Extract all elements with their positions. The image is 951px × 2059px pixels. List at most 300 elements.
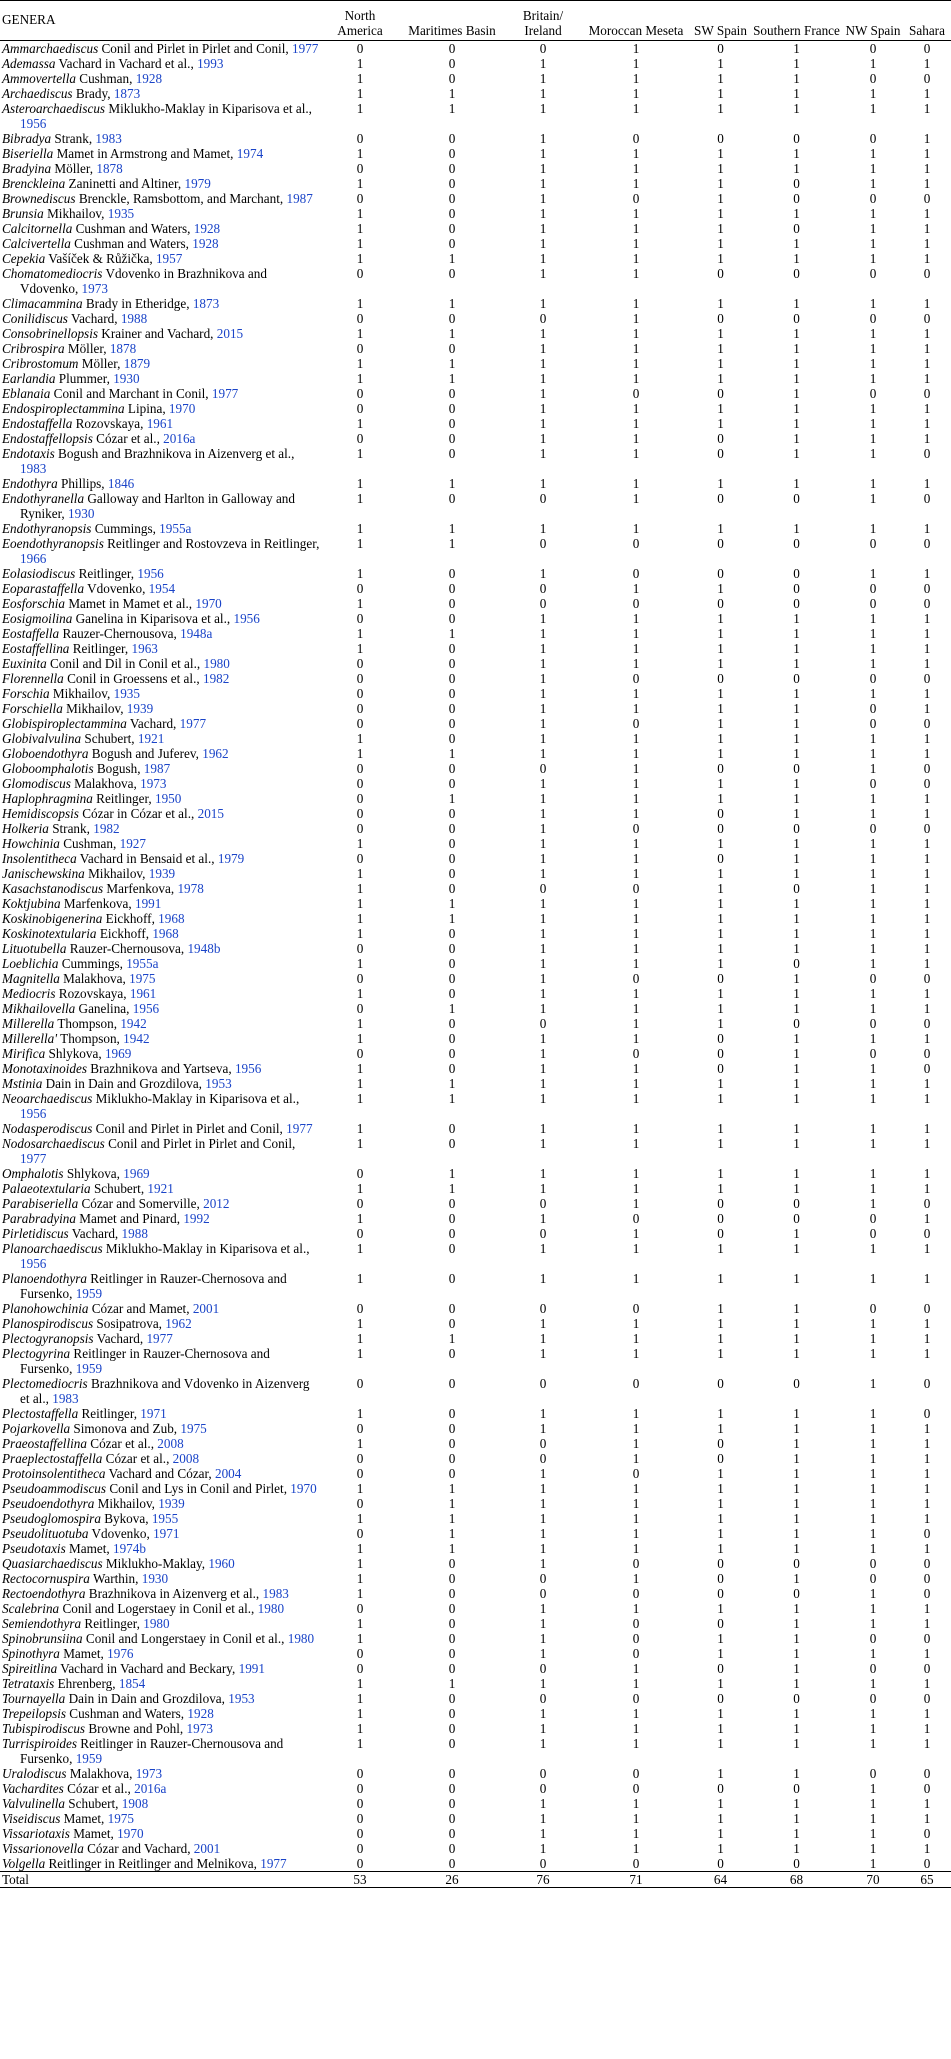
citation-year-link[interactable]: 1930 <box>141 1571 169 1586</box>
citation-year-link[interactable]: 1987 <box>143 761 171 776</box>
citation-year-link[interactable]: 1939 <box>158 1496 185 1511</box>
citation-year-link[interactable]: 1960 <box>208 1556 235 1571</box>
genus-author: Reitlinger in Reitlinger and Melnikova, <box>48 1856 257 1871</box>
presence-cell: 1 <box>356 356 364 371</box>
citation-year-link[interactable]: 2008 <box>157 1436 184 1451</box>
presence-cell: 1 <box>923 1511 931 1526</box>
presence-cell: 0 <box>717 1226 724 1241</box>
presence-cell: 1 <box>923 1646 931 1661</box>
citation-year-link[interactable]: 1963 <box>131 641 158 656</box>
citation-year-link[interactable]: 1983 <box>20 461 47 476</box>
presence-cell: 0 <box>717 1571 724 1586</box>
presence-cell: 1 <box>869 1841 877 1856</box>
genus-author: Mamet in Mamet et al., <box>68 596 193 611</box>
genus-name: Calcivertella <box>2 236 71 251</box>
presence-cell: 1 <box>448 326 456 341</box>
citation-year-link[interactable]: 1954 <box>148 581 176 596</box>
citation-year-link[interactable]: 1982 <box>93 821 120 836</box>
genus-author: Malakhova, <box>69 1766 133 1781</box>
genus-author: Reitlinger and Rostovzeva in Reitlinger, <box>107 536 320 551</box>
citation-year-link[interactable]: 1873 <box>192 296 220 311</box>
presence-cell: 1 <box>793 1166 800 1181</box>
genus-name: Biseriella <box>2 146 54 161</box>
presence-cell: 0 <box>448 1211 456 1226</box>
citation-year-link[interactable]: 1953 <box>205 1076 232 1091</box>
citation-year-link[interactable]: 1968 <box>158 911 185 926</box>
genus-citation <box>2 236 321 251</box>
genus-citation <box>2 146 321 161</box>
presence-cell: 1 <box>793 1001 800 1016</box>
genus-author: Bogush and Brazhnikova in Aizenverg et al., <box>58 446 295 461</box>
genus-citation <box>2 686 321 701</box>
genus-cell <box>0 851 321 866</box>
presence-cell: 0 <box>539 1856 547 1871</box>
total-value: 53 <box>353 1872 367 1887</box>
citation-year-link[interactable]: 1979 <box>217 851 245 866</box>
citation-year-link[interactable]: 1956 <box>137 566 164 581</box>
citation-year-link[interactable]: 1982 <box>202 671 230 686</box>
genus-cell <box>0 701 321 716</box>
citation-year-link[interactable]: 1969 <box>123 1166 150 1181</box>
presence-cell: 1 <box>717 1826 724 1841</box>
citation-year-link[interactable]: 1953 <box>228 1691 255 1706</box>
presence-cell: 0 <box>717 431 724 446</box>
citation-year-link[interactable]: 1988 <box>120 311 148 326</box>
presence-cell: 1 <box>793 686 800 701</box>
citation-year-link[interactable]: 1980 <box>143 1616 170 1631</box>
presence-cell: 1 <box>539 1466 547 1481</box>
table-row <box>0 1781 951 1796</box>
genus-cell <box>0 1736 321 1766</box>
presence-cell: 0 <box>717 596 724 611</box>
presence-cell: 0 <box>448 1346 456 1361</box>
presence-cell: 0 <box>869 1301 877 1316</box>
citation-year-link[interactable]: 1993 <box>197 56 224 71</box>
citation-year-link[interactable]: 1939 <box>148 866 176 881</box>
citation-year-link[interactable]: 1977 <box>211 386 239 401</box>
presence-cell: 0 <box>448 1841 456 1856</box>
presence-cell: 1 <box>632 176 640 191</box>
presence-cell: 0 <box>717 1376 724 1391</box>
presence-cell: 0 <box>356 1841 364 1856</box>
citation-year-link[interactable]: 1948a <box>180 626 213 641</box>
presence-cell: 1 <box>793 1631 800 1646</box>
citation-year-link[interactable]: 2001 <box>192 1301 220 1316</box>
presence-cell: 0 <box>356 1646 364 1661</box>
presence-cell: 1 <box>448 791 456 806</box>
citation-year-link[interactable]: 1930 <box>113 371 140 386</box>
presence-cell: 1 <box>923 1736 931 1751</box>
presence-cell: 1 <box>632 1136 640 1151</box>
genus-author: Thompson, <box>60 1031 120 1046</box>
table-row <box>0 956 951 971</box>
citation-year-link[interactable]: 1935 <box>107 206 135 221</box>
citation-year-link[interactable]: 1975 <box>180 1421 207 1436</box>
presence-cell: 1 <box>632 1511 640 1526</box>
presence-cell: 1 <box>356 1511 364 1526</box>
citation-year-link[interactable]: 2004 <box>214 1466 242 1481</box>
citation-year-link[interactable]: 1970 <box>195 596 222 611</box>
presence-cell: 1 <box>923 641 931 656</box>
presence-cell: 1 <box>793 656 800 671</box>
genus-name: Omphalotis <box>2 1166 64 1181</box>
genus-citation <box>2 1181 321 1196</box>
presence-cell: 1 <box>869 896 877 911</box>
presence-cell: 1 <box>448 1526 456 1541</box>
presence-cell: 1 <box>539 791 547 806</box>
citation-year-link[interactable]: 1980 <box>203 656 230 671</box>
citation-year-link[interactable]: 1854 <box>118 1676 146 1691</box>
presence-cell: 0 <box>717 536 724 551</box>
citation-year-link[interactable]: 2001 <box>193 1841 221 1856</box>
presence-cell: 1 <box>539 1331 547 1346</box>
genus-cell <box>0 1271 321 1301</box>
presence-cell: 1 <box>717 641 724 656</box>
presence-cell: 1 <box>632 776 640 791</box>
citation-year-link[interactable]: 1959 <box>75 1751 103 1766</box>
genus-author: Möller, <box>54 161 94 176</box>
table-row <box>0 1211 951 1226</box>
genus-author: Zaninetti and Altiner, <box>68 176 182 191</box>
citation-year-link[interactable]: 1973 <box>186 1721 213 1736</box>
citation-year-link[interactable]: 1955a <box>126 956 159 971</box>
genus-cell <box>0 1766 321 1781</box>
genus-name: Pseudoendothyra <box>2 1496 95 1511</box>
presence-cell: 0 <box>448 671 456 686</box>
presence-cell: 0 <box>869 776 877 791</box>
citation-year-link[interactable]: 1956 <box>132 1001 160 1016</box>
presence-cell: 0 <box>717 566 724 581</box>
presence-cell: 0 <box>793 1781 800 1796</box>
presence-cell: 1 <box>869 731 877 746</box>
table-row <box>0 1736 951 1766</box>
citation-year-link[interactable]: 1956 <box>20 1256 47 1271</box>
genus-citation <box>2 731 321 746</box>
presence-cell: 1 <box>356 1091 364 1106</box>
citation-year-link[interactable]: 1973 <box>140 776 167 791</box>
citation-year-link[interactable]: 1971 <box>140 1406 167 1421</box>
citation-year-link[interactable]: 1935 <box>113 686 140 701</box>
citation-year-link[interactable]: 1928 <box>187 1706 214 1721</box>
citation-year-link[interactable]: 1977 <box>146 1331 173 1346</box>
citation-year-link[interactable]: 1970 <box>168 401 196 416</box>
citation-year-link[interactable]: 1961 <box>129 986 157 1001</box>
genus-citation <box>2 1436 321 1451</box>
citation-year-link[interactable]: 1974 <box>236 146 264 161</box>
table-row <box>0 1166 951 1181</box>
citation-year-link[interactable]: 1955a <box>159 521 192 536</box>
citation-year-link[interactable]: 2016a <box>134 1781 167 1796</box>
citation-year-link[interactable]: 1846 <box>107 476 135 491</box>
genus-name: Hemidiscopsis <box>2 806 79 821</box>
genus-name: Nodosarchaediscus <box>2 1136 105 1151</box>
citation-year-link[interactable]: 2008 <box>172 1451 200 1466</box>
presence-cell: 1 <box>923 611 931 626</box>
presence-cell: 1 <box>717 1241 724 1256</box>
genus-author: Cushman, <box>63 836 117 851</box>
genus-author: Mamet in Armstrong and Mamet, <box>56 146 234 161</box>
citation-year-link[interactable]: 1969 <box>104 1046 132 1061</box>
genus-name: Parabradyina <box>2 1211 76 1226</box>
genus-cell <box>0 446 321 476</box>
citation-year-link[interactable]: 1983 <box>52 1391 79 1406</box>
genus-author: Brazhnikova and Yartseva, <box>90 1061 232 1076</box>
citation-year-link[interactable]: 1991 <box>238 1661 265 1676</box>
citation-year-link[interactable]: 1878 <box>96 161 123 176</box>
genus-citation <box>2 971 321 986</box>
citation-year-link[interactable]: 1921 <box>137 731 165 746</box>
citation-year-link[interactable]: 1980 <box>257 1601 285 1616</box>
presence-cell: 1 <box>717 1601 724 1616</box>
citation-year-link[interactable]: 1959 <box>75 1286 103 1301</box>
citation-year-link[interactable]: 1956 <box>20 1106 47 1121</box>
presence-cell: 1 <box>356 881 364 896</box>
citation-year-link[interactable]: 1955 <box>151 1511 179 1526</box>
genus-author: Cushman and Waters, <box>75 221 191 236</box>
citation-year-link[interactable]: 1956 <box>234 1061 262 1076</box>
citation-year-link[interactable]: 2012 <box>203 1196 230 1211</box>
citation-year-link[interactable]: 1966 <box>20 551 47 566</box>
presence-cell: 1 <box>869 1676 877 1691</box>
citation-year-link[interactable]: 1959 <box>75 1361 103 1376</box>
presence-cell: 1 <box>448 101 456 116</box>
citation-year-link[interactable]: 1975 <box>107 1811 134 1826</box>
presence-cell: 1 <box>717 1736 724 1751</box>
presence-cell: 0 <box>923 581 931 596</box>
presence-cell: 1 <box>793 1226 800 1241</box>
presence-cell: 1 <box>632 806 640 821</box>
presence-cell: 1 <box>869 56 877 71</box>
presence-cell: 1 <box>869 431 877 446</box>
citation-year-link[interactable]: 1979 <box>184 176 211 191</box>
presence-cell: 1 <box>923 566 931 581</box>
genus-citation <box>2 386 321 401</box>
citation-year-link[interactable]: 1974b <box>112 1541 146 1556</box>
citation-year-link[interactable]: 1970 <box>117 1826 144 1841</box>
genus-author: Galloway and Harlton in Galloway and Ryniker, <box>20 491 295 521</box>
presence-cell: 0 <box>448 806 456 821</box>
citation-year-link[interactable]: 1956 <box>233 611 260 626</box>
presence-cell: 1 <box>717 371 724 386</box>
presence-cell: 1 <box>793 1346 800 1361</box>
presence-cell: 0 <box>539 1451 547 1466</box>
citation-year-link[interactable]: 1978 <box>177 881 204 896</box>
genus-cell <box>0 1526 321 1541</box>
presence-cell: 1 <box>448 746 456 761</box>
citation-year-link[interactable]: 1921 <box>147 1181 174 1196</box>
genus-citation <box>2 1796 321 1811</box>
citation-year-link[interactable]: 1991 <box>134 896 162 911</box>
citation-year-link[interactable]: 1927 <box>119 836 146 851</box>
presence-cell: 1 <box>632 1481 640 1496</box>
genus-author: Conil and Lys in Conil and Pirlet, <box>109 1481 287 1496</box>
presence-cell: 1 <box>793 626 800 641</box>
presence-cell: 1 <box>356 1586 364 1601</box>
presence-cell: 0 <box>356 266 364 281</box>
genus-name: Insolentitheca <box>2 851 77 866</box>
presence-cell: 1 <box>717 941 724 956</box>
presence-cell: 1 <box>869 911 877 926</box>
citation-year-link[interactable]: 2016a <box>163 431 196 446</box>
presence-cell: 0 <box>448 146 456 161</box>
citation-year-link[interactable]: 1975 <box>129 971 156 986</box>
genus-cell <box>0 761 321 776</box>
genus-citation <box>2 206 321 221</box>
presence-cell: 1 <box>539 776 547 791</box>
presence-cell: 0 <box>448 161 456 176</box>
presence-cell: 1 <box>923 746 931 761</box>
table-row <box>0 206 951 221</box>
presence-cell: 0 <box>448 881 456 896</box>
genus-name: Turrispiroides <box>2 1736 77 1751</box>
citation-year-link[interactable]: 1977 <box>286 1121 313 1136</box>
genus-cell <box>0 896 321 911</box>
genus-citation <box>2 851 321 866</box>
presence-cell: 0 <box>448 56 456 71</box>
genus-citation <box>2 161 321 176</box>
citation-year-link[interactable]: 1968 <box>152 926 179 941</box>
presence-cell: 0 <box>448 1556 456 1571</box>
genus-name: Holkeria <box>2 821 49 836</box>
presence-cell: 0 <box>717 1436 724 1451</box>
citation-year-link[interactable]: 1962 <box>202 746 229 761</box>
citation-year-link[interactable]: 1956 <box>20 116 47 131</box>
citation-year-link[interactable]: 1939 <box>126 701 154 716</box>
presence-cell: 1 <box>632 956 640 971</box>
presence-cell: 0 <box>923 1571 931 1586</box>
genus-name: Brunsia <box>2 206 44 221</box>
genus-cell <box>0 641 321 656</box>
presence-cell: 0 <box>869 971 877 986</box>
genus-cell <box>0 1196 321 1211</box>
citation-year-link[interactable]: 1879 <box>123 356 151 371</box>
genus-citation <box>2 431 321 446</box>
presence-cell: 1 <box>539 986 547 1001</box>
presence-cell: 0 <box>869 821 877 836</box>
presence-cell: 1 <box>356 1736 364 1751</box>
citation-year-link[interactable]: 1928 <box>135 71 163 86</box>
presence-cell: 1 <box>793 1721 800 1736</box>
citation-year-link[interactable]: 1976 <box>107 1646 134 1661</box>
citation-year-link[interactable]: 1908 <box>121 1796 149 1811</box>
presence-cell: 1 <box>356 176 364 191</box>
genus-author: Ganelina, <box>78 1001 130 1016</box>
citation-year-link[interactable]: 1977 <box>260 1856 287 1871</box>
presence-cell: 1 <box>717 1166 724 1181</box>
citation-year-link[interactable]: 1930 <box>68 506 95 521</box>
table-row <box>0 1451 951 1466</box>
presence-cell: 1 <box>632 296 640 311</box>
citation-year-link[interactable]: 1980 <box>287 1631 315 1646</box>
citation-year-link[interactable]: 1983 <box>262 1586 289 1601</box>
genus-cell <box>0 1481 321 1496</box>
presence-cell: 1 <box>793 296 800 311</box>
genus-cell <box>0 1541 321 1556</box>
presence-cell: 0 <box>869 266 877 281</box>
citation-year-link[interactable]: 1873 <box>113 86 141 101</box>
citation-year-link[interactable]: 1992 <box>183 1211 210 1226</box>
genus-cell <box>0 416 321 431</box>
citation-year-link[interactable]: 1957 <box>155 251 183 266</box>
genus-author: Reitlinger, <box>72 641 129 656</box>
citation-year-link[interactable]: 1928 <box>192 236 219 251</box>
citation-year-link[interactable]: 1973 <box>135 1766 163 1781</box>
presence-cell: 0 <box>923 1556 931 1571</box>
genus-name: Koskinobigenerina <box>2 911 103 926</box>
citation-year-link[interactable]: 1970 <box>290 1481 317 1496</box>
citation-year-link[interactable]: 1942 <box>123 1031 150 1046</box>
genus-name: Plectomediocris <box>2 1376 88 1391</box>
presence-cell: 0 <box>793 191 800 206</box>
presence-cell: 0 <box>632 566 640 581</box>
table-row <box>0 131 951 146</box>
presence-cell: 1 <box>793 971 800 986</box>
citation-year-link[interactable]: 1983 <box>95 131 122 146</box>
genus-author: Warthin, <box>92 1571 139 1586</box>
citation-year-link[interactable]: 1961 <box>146 416 174 431</box>
presence-cell: 1 <box>923 851 931 866</box>
genus-name: Pseudoglomospira <box>2 1511 101 1526</box>
citation-year-link[interactable]: 1942 <box>120 1016 147 1031</box>
presence-cell: 1 <box>539 221 547 236</box>
presence-cell: 0 <box>448 641 456 656</box>
citation-year-link[interactable]: 1973 <box>81 281 108 296</box>
genus-author: Thompson, <box>57 1016 118 1031</box>
genus-name: Globoomphalotis <box>2 761 94 776</box>
citation-year-link[interactable]: 1977 <box>179 716 207 731</box>
presence-cell: 1 <box>717 626 724 641</box>
presence-cell: 1 <box>539 86 547 101</box>
presence-cell: 1 <box>356 326 364 341</box>
genus-cell <box>0 311 321 326</box>
presence-cell: 1 <box>793 836 800 851</box>
citation-year-link[interactable]: 1977 <box>291 41 319 56</box>
presence-cell: 1 <box>793 1826 800 1841</box>
presence-cell: 1 <box>793 1181 800 1196</box>
genus-name: Vachardites <box>2 1781 64 1796</box>
citation-year-link[interactable]: 2015 <box>216 326 244 341</box>
citation-year-link[interactable]: 2015 <box>197 806 224 821</box>
genus-citation <box>2 1166 321 1181</box>
genus-author: Reitlinger in Rauzer-Chernousova and Fursenko, <box>20 1736 284 1766</box>
genus-cell <box>0 671 321 686</box>
genus-name: Planohowchinia <box>2 1301 89 1316</box>
presence-cell: 1 <box>717 1331 724 1346</box>
citation-year-link[interactable]: 1977 <box>20 1151 47 1166</box>
citation-year-link[interactable]: 1878 <box>109 341 137 356</box>
presence-cell: 1 <box>356 446 364 461</box>
citation-year-link[interactable]: 1928 <box>193 221 221 236</box>
presence-cell: 0 <box>356 941 364 956</box>
citation-year-link[interactable]: 1948b <box>187 941 221 956</box>
genus-citation <box>2 1706 321 1721</box>
table-row <box>0 1181 951 1196</box>
genus-cell <box>0 161 321 176</box>
citation-year-link[interactable]: 1987 <box>286 191 313 206</box>
genus-citation <box>2 176 321 191</box>
citation-year-link[interactable]: 1988 <box>121 1226 148 1241</box>
citation-year-link[interactable]: 1971 <box>153 1526 180 1541</box>
presence-cell: 0 <box>448 941 456 956</box>
presence-cell: 1 <box>793 56 800 71</box>
genus-name: Protoinsolentitheca <box>2 1466 106 1481</box>
genus-cell <box>0 941 321 956</box>
citation-year-link[interactable]: 1962 <box>165 1316 192 1331</box>
presence-cell: 1 <box>448 1541 456 1556</box>
presence-cell: 0 <box>923 761 931 776</box>
citation-year-link[interactable]: 1950 <box>154 791 182 806</box>
presence-cell: 1 <box>923 926 931 941</box>
